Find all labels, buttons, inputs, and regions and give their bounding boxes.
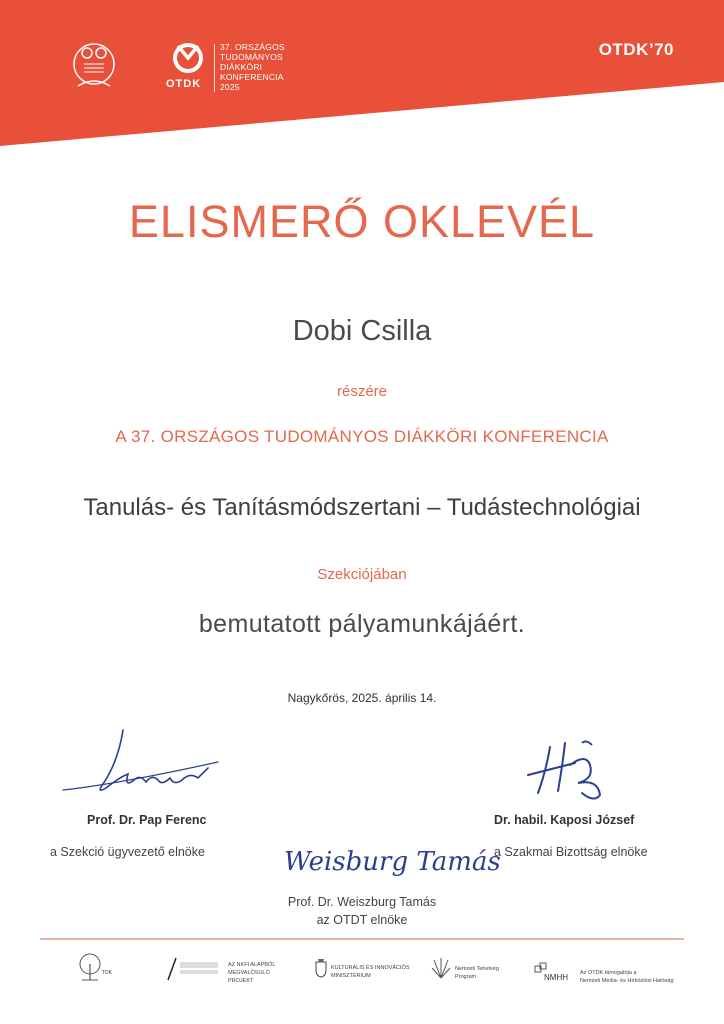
- talent-text-2: Program: [455, 974, 477, 980]
- anniversary-mark: OTDK’70: [598, 40, 674, 59]
- conference-line-1: 37. ORSZÁGOS: [220, 42, 285, 52]
- conference-line-5: 2025: [220, 82, 240, 92]
- conference-name: A 37. ORSZÁGOS TUDOMÁNYOS DIÁKKÖRI KONFERENCIA: [115, 427, 609, 446]
- certificate-title: ELISMERŐ OKLEVÉL: [128, 196, 596, 247]
- project-text-2: MEGVALÓSULÓ: [228, 970, 270, 976]
- nmhh-text-2: Nemzeti Média- és Hírközlési Hatóság: [580, 978, 674, 984]
- signature-center-handwriting: [278, 828, 501, 903]
- ministry-text-1: KULTURÁLIS ÉS INNOVÁCIÓS: [331, 965, 410, 971]
- conference-line-4: KONFERENCIA: [220, 72, 284, 82]
- work-line: bemutatott pályamunkájáért.: [198, 610, 526, 638]
- kim-crest-icon: [314, 956, 328, 983]
- otdt-emblem-icon: [70, 42, 118, 94]
- signatory-left-name: Prof. Dr. Pap Ferenc: [87, 813, 207, 827]
- for-label: részére: [336, 383, 388, 400]
- place-date: Nagykőrös, 2025. április 14.: [287, 691, 437, 705]
- conference-line-2: TUDOMÁNYOS: [220, 52, 283, 62]
- nmhh-icon: [534, 962, 578, 989]
- signature-right-handwriting: [520, 735, 620, 810]
- header-divider: [214, 44, 215, 92]
- signatory-center-role: az OTDT elnöke: [316, 913, 408, 927]
- signatory-right-name: Dr. habil. Kaposi József: [494, 813, 635, 827]
- tdk-tree-icon: [74, 952, 116, 989]
- talent-text-1: Nemzeti Tehetség: [455, 966, 499, 972]
- otdk-wordmark: OTDK: [166, 78, 202, 90]
- svg-text:TDK: TDK: [102, 970, 112, 976]
- signature-center-text: Weisburg Tamás: [284, 847, 501, 877]
- project-text-1: AZ NKFI ALAPBÓL: [228, 962, 276, 968]
- svg-text:NMHH: NMHH: [544, 973, 568, 982]
- ministry-text-2: MINISZTÉRIUM: [331, 973, 371, 979]
- section-name: Tanulás- és Tanításmódszertani – Tudástechnológiai: [83, 494, 641, 521]
- nmhh-text-1: Az OTDK támogatója a: [580, 970, 637, 976]
- signatory-left-role: a Szekció ügyvezető elnöke: [50, 845, 205, 859]
- signature-left-handwriting: [58, 722, 228, 817]
- project-text-3: PROJEKT: [228, 978, 254, 984]
- conference-line-3: DIÁKKÖRI: [220, 62, 263, 72]
- talent-program-icon: [430, 956, 452, 985]
- signatory-right-role: a Szakmai Bizottság elnöke: [494, 845, 648, 859]
- signatory-center-name: Prof. Dr. Weiszburg Tamás: [287, 895, 437, 909]
- footer-divider: [40, 938, 684, 940]
- nkfi-icon: [162, 952, 222, 987]
- recipient-name: Dobi Csilla: [292, 315, 432, 347]
- section-label: Szekciójában: [317, 566, 407, 583]
